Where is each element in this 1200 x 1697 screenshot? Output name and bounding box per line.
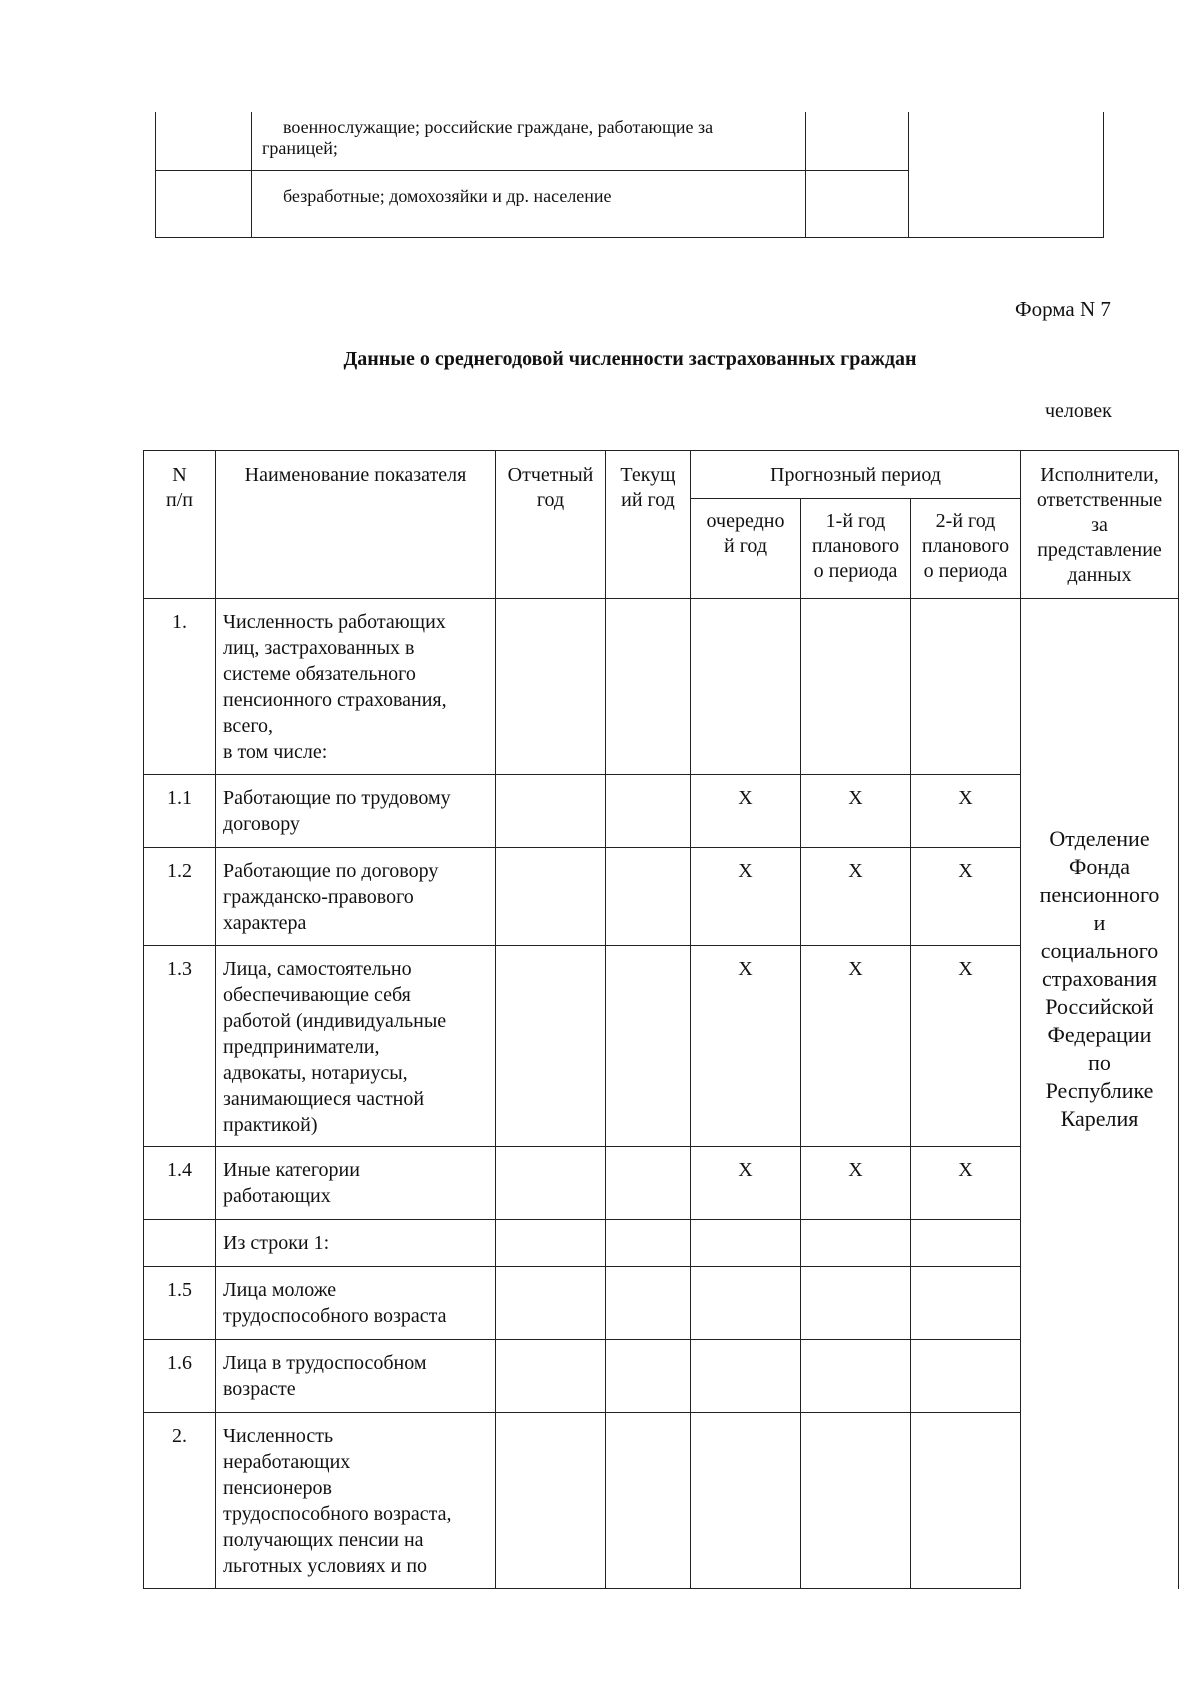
row-name (216, 1147, 496, 1220)
cell-plan-year-1: X (801, 775, 911, 848)
unit-label: человек (1045, 400, 1112, 422)
executor-line: страхования (1041, 965, 1158, 991)
header-next-year (691, 499, 801, 599)
row-name-line: Лица в трудоспособном (223, 1352, 427, 1374)
cell-current (606, 1220, 691, 1267)
cell-empty (806, 171, 909, 238)
header-line: Исполнители, (1040, 464, 1159, 486)
cell-plan-year-1: X (801, 848, 911, 946)
cell-current (606, 848, 691, 946)
cell-next-year: X (691, 946, 801, 1147)
cell-plan-year-1: X (801, 946, 911, 1147)
executor-line: пенсионного (1039, 881, 1160, 907)
header-name (216, 451, 496, 599)
row-number: 1. (144, 599, 216, 775)
cell-reported (496, 1220, 606, 1267)
cell-plan-year-2 (911, 599, 1021, 775)
header-reported-year (496, 451, 606, 599)
row-name-line: адвокаты, нотариусы, (223, 1062, 408, 1084)
cell-next-year (691, 1413, 801, 1589)
cell-empty-merged (909, 112, 1104, 238)
table-row (144, 599, 1179, 775)
cell-plan-year-2 (911, 1340, 1021, 1413)
cell-empty (806, 112, 909, 171)
row-number: 1.3 (144, 946, 216, 1147)
row-name (216, 848, 496, 946)
cell-plan-year-2 (911, 1220, 1021, 1267)
cell-reported (496, 848, 606, 946)
cell-text (252, 171, 806, 238)
row-name-line: занимающиеся частной (223, 1088, 425, 1110)
table-row (156, 112, 1104, 171)
row-number: 1.4 (144, 1147, 216, 1220)
row-name-line: Численность (223, 1425, 334, 1447)
executor-text (1025, 825, 1174, 1133)
cell-plan-year-1 (801, 1267, 911, 1340)
row-name (216, 1340, 496, 1413)
cell-plan-year-1 (801, 599, 911, 775)
row-name-line: характера (223, 912, 307, 934)
cell-current (606, 1340, 691, 1413)
row-name-line: гражданско-правового (223, 886, 414, 908)
cell-reported (496, 1147, 606, 1220)
cell-reported (496, 1413, 606, 1589)
cell-reported (496, 1340, 606, 1413)
header-line: Наименование показателя (244, 464, 467, 486)
header-line: ий год (621, 489, 675, 511)
cell-text-line: безработные; домохозяйки и др. население (283, 186, 612, 206)
row-name-line: работающих (223, 1185, 331, 1207)
cell-next-year: X (691, 848, 801, 946)
row-number: 1.1 (144, 775, 216, 848)
header-line: год (536, 489, 565, 511)
executor-line: Республике (1045, 1077, 1154, 1103)
cell-text-line: границей; (262, 138, 338, 158)
header-line: ответственные (1036, 489, 1163, 511)
header-line: Прогнозный период (770, 464, 941, 486)
row-name-line: всего, (223, 715, 274, 737)
row-name-line: обеспечивающие себя (223, 984, 411, 1006)
executor-line: и (1093, 909, 1106, 935)
header-line: планового (811, 535, 900, 557)
cell-reported (496, 946, 606, 1147)
header-plan-year-1 (801, 499, 911, 599)
header-line: за (1091, 514, 1108, 536)
cell-reported (496, 1267, 606, 1340)
cell-plan-year-2 (911, 1413, 1021, 1589)
row-number: 1.6 (144, 1340, 216, 1413)
row-name-line: неработающих (223, 1451, 351, 1473)
insured-citizens-table (143, 450, 1179, 1589)
page-title: Данные о среднегодовой численности застрахованных граждан (343, 348, 917, 370)
row-name-line: Работающие по договору (223, 860, 439, 882)
form-number-label: Форма N 7 (1015, 297, 1111, 321)
continuation-table (155, 112, 1104, 238)
cell-plan-year-1 (801, 1220, 911, 1267)
header-line: Текущ (620, 464, 676, 486)
row-name-line: трудоспособного возраста, (223, 1503, 452, 1525)
cell-plan-year-2: X (911, 775, 1021, 848)
cell-current (606, 775, 691, 848)
row-name (216, 775, 496, 848)
row-number: 1.5 (144, 1267, 216, 1340)
header-line: Отчетный (507, 464, 594, 486)
row-name-line: Иные категории (223, 1159, 360, 1181)
row-name-line: получающих пенсии на (223, 1529, 424, 1551)
executor-line: Отделение (1049, 825, 1150, 851)
row-name-line: системе обязательного (223, 663, 416, 685)
row-name-line: пенсионного страхования, (223, 689, 447, 711)
header-line: 2-й год (935, 510, 996, 532)
header-current-year (606, 451, 691, 599)
cell-empty (156, 171, 252, 238)
row-name-line: практикой) (223, 1114, 318, 1136)
row-name-line: Лица, самостоятельно (223, 958, 412, 980)
cell-next-year (691, 1220, 801, 1267)
row-name-line: Лица моложе (223, 1279, 337, 1301)
cell-current (606, 1267, 691, 1340)
row-name-line: Из строки 1: (223, 1232, 330, 1254)
cell-current (606, 946, 691, 1147)
row-name-line: льготных условиях и по (223, 1555, 428, 1577)
row-number: 1.2 (144, 848, 216, 946)
executor-line: Федерации (1047, 1021, 1152, 1047)
header-line: представление (1037, 539, 1162, 561)
row-name (216, 1413, 496, 1589)
header-line: о периода (813, 560, 898, 582)
cell-current (606, 1147, 691, 1220)
header-line: данных (1067, 564, 1132, 586)
cell-text-line: военнослужащие; российские граждане, работающие за (283, 117, 714, 137)
row-name-line: Численность работающих (223, 611, 446, 633)
header-forecast-period (691, 451, 1021, 499)
header-num (144, 451, 216, 599)
row-name-line: лиц, застрахованных в (223, 637, 415, 659)
row-name (216, 1267, 496, 1340)
cell-empty (156, 112, 252, 171)
header-line: 1-й год (825, 510, 886, 532)
row-name (216, 1220, 496, 1267)
cell-next-year: X (691, 775, 801, 848)
cell-plan-year-1 (801, 1340, 911, 1413)
row-number: 2. (144, 1413, 216, 1589)
header-line: п/п (166, 489, 193, 511)
executor-line: Фонда (1068, 853, 1131, 879)
row-name-line: в том числе: (223, 741, 328, 763)
header-line: N (172, 464, 187, 486)
header-line: й год (723, 535, 767, 557)
executor-line: Карелия (1060, 1105, 1139, 1131)
cell-plan-year-1 (801, 1413, 911, 1589)
cell-reported (496, 775, 606, 848)
row-name-line: договору (223, 813, 300, 835)
cell-plan-year-2: X (911, 946, 1021, 1147)
header-executors (1021, 451, 1179, 599)
row-name-line: пенсионеров (223, 1477, 332, 1499)
executor-line: Российской (1045, 993, 1154, 1019)
row-name-line: возрасте (223, 1378, 296, 1400)
row-number (144, 1220, 216, 1267)
cell-reported (496, 599, 606, 775)
executor-line: социального (1040, 937, 1159, 963)
row-name-line: Работающие по трудовому (223, 787, 451, 809)
cell-next-year (691, 1340, 801, 1413)
executor-cell (1021, 599, 1179, 1589)
cell-next-year (691, 1267, 801, 1340)
header-line: планового (921, 535, 1010, 557)
row-name (216, 946, 496, 1147)
row-name-line: работой (индивидуальные (223, 1010, 447, 1032)
row-name-line: предприниматели, (223, 1036, 380, 1058)
header-row (144, 451, 1179, 499)
row-name (216, 599, 496, 775)
header-line: очередно (706, 510, 785, 532)
cell-next-year (691, 599, 801, 775)
executor-line: по (1088, 1049, 1111, 1075)
cell-text (252, 112, 806, 171)
header-line: о периода (923, 560, 1008, 582)
cell-plan-year-2 (911, 1267, 1021, 1340)
row-name-line: трудоспособного возраста (223, 1305, 447, 1327)
cell-plan-year-2: X (911, 1147, 1021, 1220)
cell-next-year: X (691, 1147, 801, 1220)
cell-current (606, 1413, 691, 1589)
cell-current (606, 599, 691, 775)
cell-plan-year-2: X (911, 848, 1021, 946)
cell-plan-year-1: X (801, 1147, 911, 1220)
header-plan-year-2 (911, 499, 1021, 599)
